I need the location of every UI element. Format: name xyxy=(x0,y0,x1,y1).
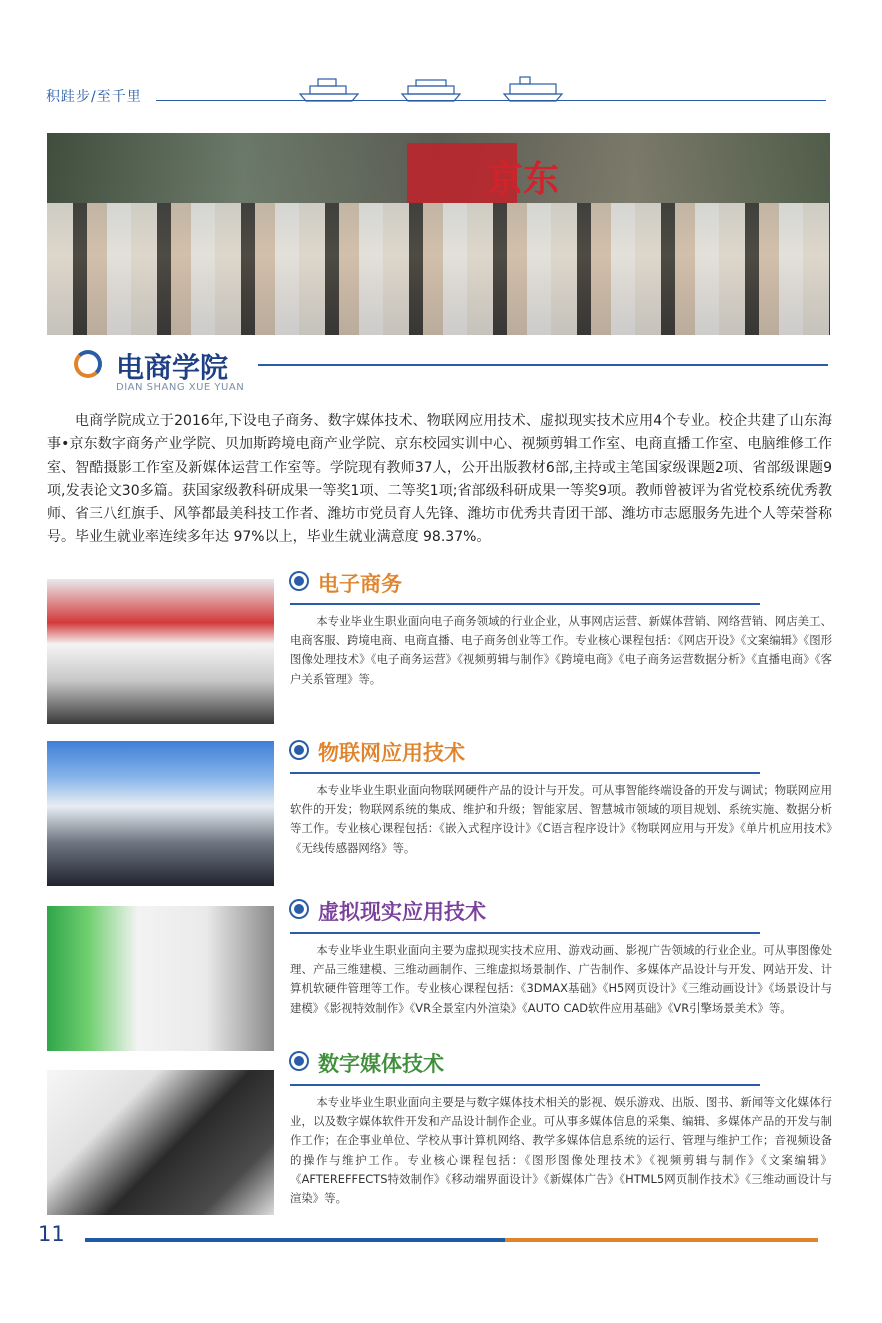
header-rule xyxy=(156,100,826,101)
intro-text: 电商学院成立于2016年,下设电子商务、数字媒体技术、物联网应用技术、虚拟现实技术应用4个专业。校企共建了山东海事•京东数字商务产业学院、贝加斯跨境电商产业学院、京东校园实训中心、视频剪辑工作室、电商直播工作室、电脑维修工作室、智酷摄影工作室及新媒体运营工作室等。学院现有教师37人，公开出版教材6部,主持或主笔国家级课题2项、省部级课题9项,发表论文30多篇。获国家级教科研成果一等奖1项、二等奖1项;省部级科研成果一等奖9项。教师曾被评为省党校系统优秀教师、省三八红旗手、风筝都最美科技工作者、潍坊市党员育人先锋、潍坊市优秀共青团干部、潍坊市志愿服务先进个人等荣誉称号。毕业生就业率连续多年达 97%以上，毕业生就业满意度 98.37%。 xyxy=(47,413,832,546)
footer-rule-blue xyxy=(85,1238,505,1242)
jd-sign-text: 京东 xyxy=(487,159,560,200)
motto-text: 积跬步/至千里 xyxy=(46,89,142,105)
ship-icon xyxy=(400,74,462,102)
intro-paragraph xyxy=(47,410,832,550)
footer-rule-orange xyxy=(505,1238,818,1242)
major-photo-ecommerce xyxy=(47,579,274,724)
ship-icon xyxy=(298,74,360,102)
major-description: 本专业毕业生职业面向物联网硬件产品的设计与开发。可从事智能终端设备的开发与调试；物联网应用软件的开发；物联网系统的集成、维护和升级；智能家居、智慧城市领域的项目规划、系统实施、数据分析等工作。专业核心课程包括：《嵌入式程序设计》《C语言程序设计》《物联网应用与开发》《单片机应用技术》《无线传感器网络》等。 xyxy=(290,783,832,855)
section-logo-icon xyxy=(74,350,102,378)
hero-group-photo xyxy=(47,133,830,335)
bullet-icon xyxy=(291,1053,307,1069)
major-photo-digital-media xyxy=(47,1070,274,1215)
major-rule xyxy=(290,772,760,774)
ship-icon xyxy=(502,74,564,102)
section-subtitle: DIAN SHANG XUE YUAN xyxy=(116,382,245,393)
major-title: 物联网应用技术 xyxy=(318,741,465,765)
major-photo-vr xyxy=(47,906,274,1051)
major-rule xyxy=(290,932,760,934)
section-title: 电商学院 xyxy=(116,351,229,384)
section-rule xyxy=(258,364,828,366)
major-title: 数字媒体技术 xyxy=(318,1052,444,1076)
page-number: 11 xyxy=(38,1222,65,1246)
major-title: 虚拟现实应用技术 xyxy=(318,900,486,924)
bullet-icon xyxy=(291,742,307,758)
major-rule xyxy=(290,603,760,605)
bullet-icon xyxy=(291,573,307,589)
major-rule xyxy=(290,1084,760,1086)
major-description: 本专业毕业生职业面向主要是与数字媒体技术相关的影视、娱乐游戏、出版、图书、新闻等文化媒体行业，以及数字媒体软件开发和产品设计制作企业。可从事多媒体信息的采集、编辑、多媒体产品的开发与制作工作；在企事业单位、学校从事计算机网络、教学多媒体信息系统的运行、管理与维护工作；音视频设备的操作与维护工作。专业核心课程包括：《图形图像处理技术》《视频剪辑与制作》《文案编辑》《AFTEREFFECTS特效制作》《移动端界面设计》《新媒体广告》《HTML5网页制作技术》《三维动画设计与渲染》等。 xyxy=(290,1095,832,1206)
major-description: 本专业毕业生职业面向主要为虚拟现实技术应用、游戏动画、影视广告领域的行业企业。可从事图像处理、产品三维建模、三维动画制作、三维虚拟场景制作、广告制作、多媒体产品设计与开发、网站开发、计算机软硬件管理等工作。专业核心课程包括：《3DMAX基础》《H5网页设计》《三维动画设计》《场景设计与建模》《影视特效制作》《VR全景室内外渲染》《AUTO CAD软件应用基础》《VR引擎场景美术》等。 xyxy=(290,943,832,1015)
major-title: 电子商务 xyxy=(318,572,402,596)
major-photo-iot xyxy=(47,741,274,886)
major-description: 本专业毕业生职业面向电子商务领域的行业企业，从事网店运营、新媒体营销、网络营销、网店美工、电商客服、跨境电商、电商直播、电子商务创业等工作。专业核心课程包括：《网店开设》《文案编辑》《图形图像处理技术》《电子商务运营》《视频剪辑与制作》《跨境电商》《电子商务运营数据分析》《直播电商》《客户关系管理》等。 xyxy=(290,614,832,686)
bullet-icon xyxy=(291,901,307,917)
